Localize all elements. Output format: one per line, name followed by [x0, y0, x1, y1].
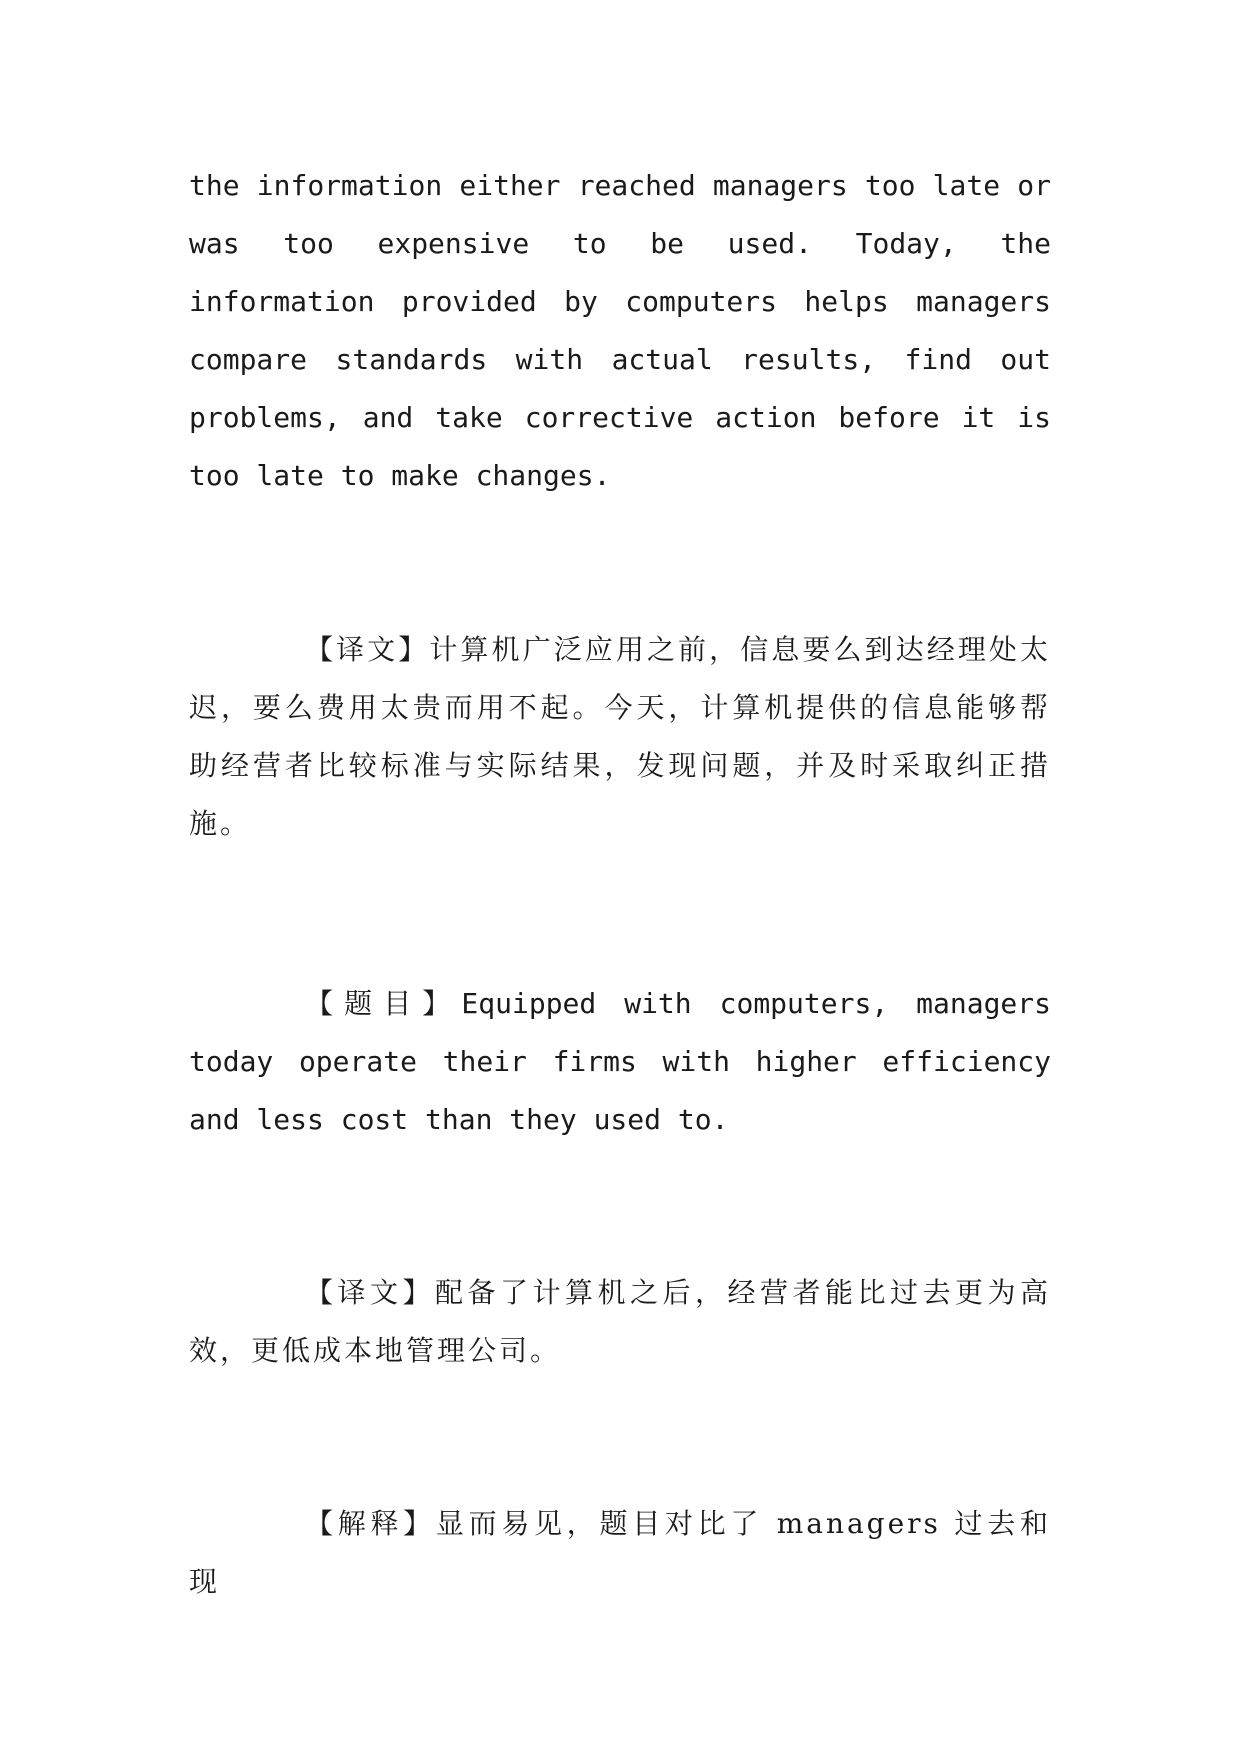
paragraph-translation-2: 【译文】配备了计算机之后，经营者能比过去更为高效，更低成本地管理公司。 — [189, 1276, 1051, 1367]
paragraph-explanation: 【解释】显而易见，题目对比了 managers 过去和现 — [189, 1507, 1051, 1598]
paragraph-question: 【题目】Equipped with computers, managers today operate their firms with higher efficiency and less cost than they used to. — [189, 987, 1051, 1136]
paragraph-english-passage: the information either reached managers too late or was too expensive to be used. Today, the information provided by computers helps managers compare standards with actual results, find out problems, and take corrective action before it is too late to make changes. — [189, 169, 1051, 492]
paragraph-translation-1: 【译文】计算机广泛应用之前，信息要么到达经理处太迟，要么费用太贵而用不起。今天，计算机提供的信息能够帮助经营者比较标准与实际结果，发现问题，并及时采取纠正措施。 — [189, 633, 1051, 840]
